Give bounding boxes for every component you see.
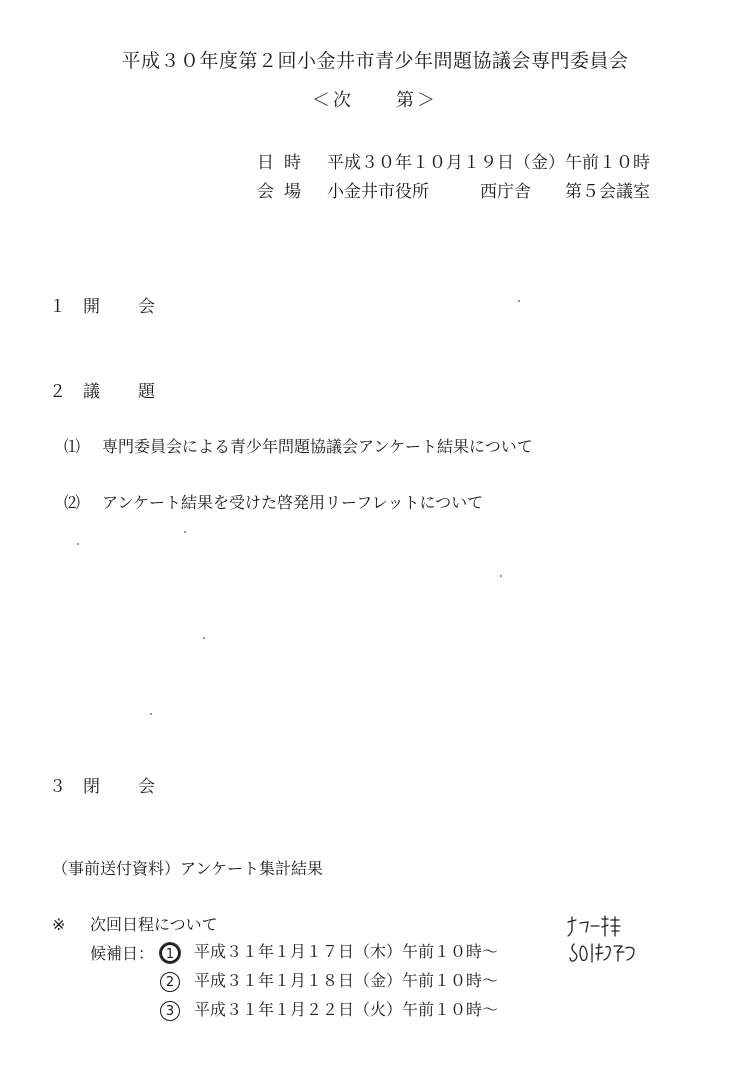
agenda-item-text: 専門委員会による青少年問題協議会アンケート結果について <box>102 437 533 456</box>
next-meeting-heading-text: 次回日程について <box>90 915 218 934</box>
section-number: ３ <box>49 777 66 797</box>
scan-speck <box>500 575 502 577</box>
circled-number: 3 <box>160 1001 180 1021</box>
candidate-date-1 <box>160 939 498 963</box>
attachment-note: （事前送付資料）アンケート集計結果 <box>52 859 324 878</box>
venue-value: 小金井市役所 西庁舎 第５会議室 <box>327 182 650 202</box>
scan-speck <box>203 637 205 639</box>
candidate-date-2 <box>160 968 498 992</box>
section-number: ２ <box>49 382 66 402</box>
agenda-item-number: ⑵ <box>64 493 81 512</box>
candidate-date-3 <box>160 997 498 1021</box>
section-title: 閉会 <box>83 777 193 797</box>
section-agenda <box>49 377 193 402</box>
reference-mark: ※ <box>52 915 66 934</box>
section-title: 開会 <box>83 297 193 317</box>
next-meeting-heading <box>52 912 218 935</box>
agenda-item-number: ⑴ <box>64 437 81 456</box>
date-value: 平成３０年１０月１９日（金）午前１０時 <box>327 153 650 173</box>
candidate-date-text: 平成３１年１月１７日（木）午前１０時～ <box>194 942 499 961</box>
scan-speck <box>77 543 79 545</box>
agenda-item-text: アンケート結果を受けた啓発用リーフレットについて <box>102 493 484 512</box>
section-closing <box>49 772 193 797</box>
scan-speck <box>184 531 186 533</box>
agenda-item-2 <box>64 490 483 513</box>
candidate-date-text: 平成３１年１月１８日（金）午前１０時～ <box>194 971 499 990</box>
venue-label: 会場 <box>257 182 311 202</box>
scan-speck <box>150 713 152 715</box>
date-label: 日時 <box>257 153 311 173</box>
document-subtitle: ＜次 第＞ <box>312 90 438 111</box>
section-opening <box>49 292 193 317</box>
candidates-label: 候補日： <box>90 944 155 963</box>
agenda-item-1 <box>64 434 533 457</box>
section-title: 議題 <box>83 382 193 402</box>
handwritten-annotation <box>564 914 644 966</box>
selected-circled-number: 1 <box>160 943 180 963</box>
document-title: 平成３０年度第２回小金井市青少年問題協議会専門委員会 <box>121 50 629 72</box>
candidate-date-text: 平成３１年１月２２日（火）午前１０時～ <box>194 1000 499 1019</box>
circled-number: 2 <box>160 972 180 992</box>
section-number: １ <box>49 297 66 317</box>
scan-speck <box>518 300 520 302</box>
